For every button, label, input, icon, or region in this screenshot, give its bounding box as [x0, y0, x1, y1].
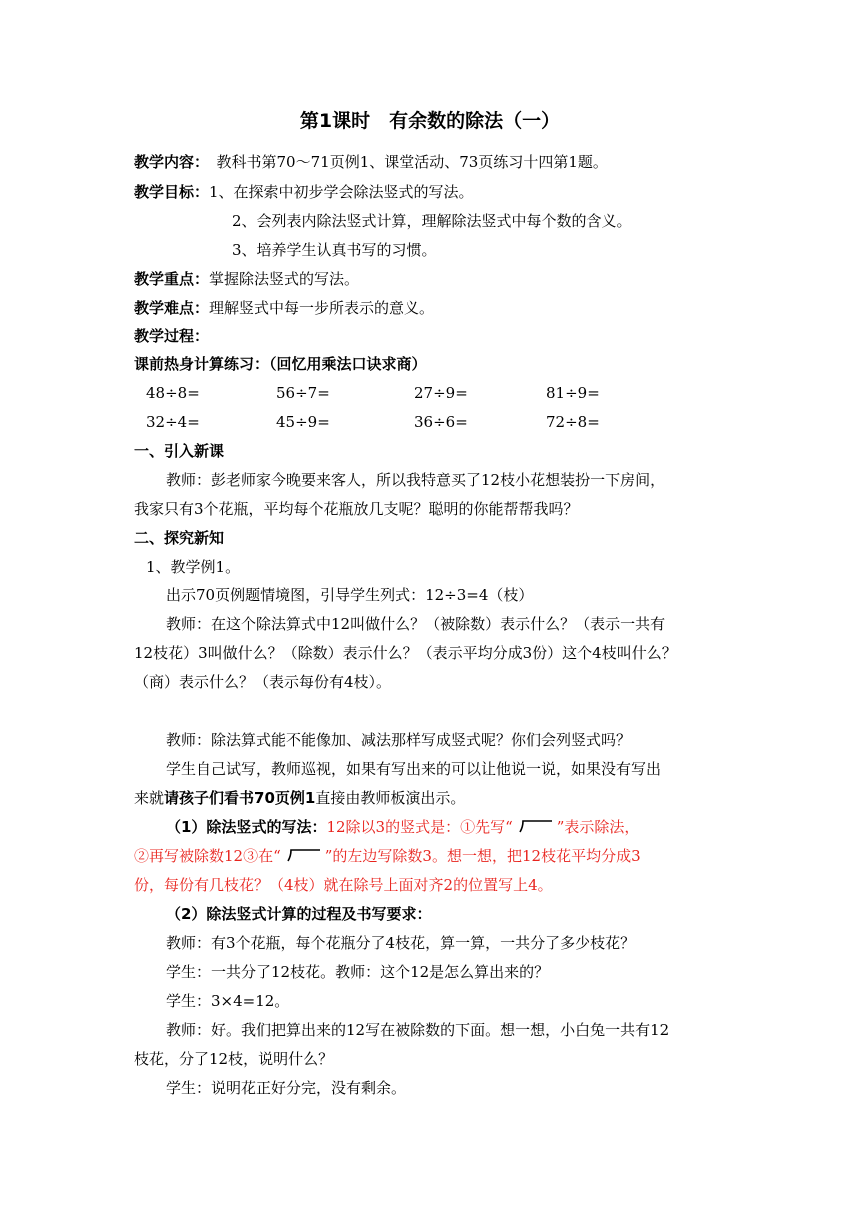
division-bracket-icon: [517, 821, 553, 832]
section2-heading: 二、探究新知: [134, 529, 225, 547]
emphasis-text: 请孩子们看书70页例1: [164, 789, 316, 807]
red-text: ”表示除法，: [556, 818, 640, 836]
point-1-line: [166, 817, 639, 837]
text-fragment: 来就: [134, 789, 165, 807]
division-bracket-icon: [285, 850, 321, 861]
point-1-line-3: 份，每份有几枝花？（4枝）就在除号上面对齐2的位置写上4。: [134, 876, 553, 894]
warmup-cell: 27÷9=: [414, 384, 468, 402]
key-point-text: 掌握除法竖式的写法。: [209, 270, 360, 288]
text-line: 教师：在这个除法算式中12叫做什么？（被除数）表示什么？（表示一共有: [166, 615, 666, 633]
text-fragment: 直接由教师板演出示。: [315, 789, 466, 807]
page-title: 第1课时 有余数的除法（一）: [299, 110, 561, 132]
red-text: ”的左边写除数3。想一想，把12枝花平均分成3: [324, 847, 641, 865]
point-1-line-2: [134, 846, 641, 866]
warmup-heading: 课前热身计算练习：（回忆用乘法口诀求商）: [134, 355, 427, 373]
example-subheading: 1、教学例1。: [146, 558, 241, 576]
teaching-content-text: 教科书第70～71页例1、课堂活动、73页练习十四第1题。: [201, 153, 608, 171]
dialogue-line: 学生：一共分了12枝花。教师：这个12是怎么算出来的？: [166, 963, 550, 981]
point-2-label: （2）除法竖式计算的过程及书写要求：: [166, 905, 432, 923]
warmup-cell: 32÷4=: [146, 413, 200, 431]
text-line: 12枝花）3叫做什么？（除数）表示什么？（表示平均分成3份）这个4枝叫什么？: [134, 644, 677, 662]
difficulty: [134, 298, 434, 318]
section1-heading: 一、引入新课: [134, 442, 225, 460]
teaching-content-label: 教学内容：: [134, 153, 202, 171]
warmup-cell: 81÷9=: [546, 384, 600, 402]
dialogue-line: 教师：好。我们把算出来的12写在被除数的下面。想一想，小白兔一共有12: [166, 1021, 670, 1039]
teaching-content: [134, 152, 608, 172]
text-line: （商）表示什么？（表示每份有4枝）。: [134, 673, 392, 691]
red-text: ②再写被除数12③在“: [134, 847, 281, 865]
key-point-label: 教学重点：: [134, 270, 210, 288]
warmup-cell: 56÷7=: [276, 384, 330, 402]
warmup-cell: 72÷8=: [546, 413, 600, 431]
text-line: 学生自己试写，教师巡视，如果有写出来的可以让他说一说，如果没有写出: [166, 760, 662, 778]
section1-para-1: 教师：彭老师家今晚要来客人，所以我特意买了12枝小花想装扮一下房间，: [166, 471, 666, 489]
goal-item-2: 2、会列表内除法竖式计算，理解除法竖式中每个数的含义。: [232, 212, 632, 230]
key-point: [134, 269, 359, 289]
dialogue-line: 枝花，分了12枝，说明什么？: [134, 1050, 334, 1068]
text-line: 出示70页例题情境图，引导学生列式：12÷3=4（枝）: [166, 586, 534, 604]
warmup-cell: 48÷8=: [146, 384, 200, 402]
process-label: 教学过程：: [134, 327, 210, 345]
warmup-cell: 36÷6=: [414, 413, 468, 431]
teaching-goals-label: 教学目标：: [134, 183, 210, 201]
text-line: [134, 788, 465, 808]
goal-item-3: 3、培养学生认真书写的习惯。: [232, 241, 437, 259]
section1-para-2: 我家只有3个花瓶，平均每个花瓶放几支呢？聪明的你能帮帮我吗？: [134, 500, 579, 518]
difficulty-text: 理解竖式中每一步所表示的意义。: [209, 299, 435, 317]
warmup-cell: 45÷9=: [276, 413, 330, 431]
text-line: 教师：除法算式能不能像加、减法那样写成竖式呢？你们会列竖式吗？: [166, 731, 632, 749]
goal-item-1: 1、在探索中初步学会除法竖式的写法。: [209, 183, 474, 201]
dialogue-line: 学生：说明花正好分完，没有剩余。: [166, 1079, 407, 1097]
dialogue-line: 教师：有3个花瓶，每个花瓶分了4枝花，算一算，一共分了多少枝花？: [166, 934, 636, 952]
point-1-label: （1）除法竖式的写法：: [166, 818, 327, 836]
dialogue-line: 学生：3×4=12。: [166, 992, 290, 1010]
difficulty-label: 教学难点：: [134, 299, 210, 317]
teaching-goals: [134, 182, 474, 202]
red-text: 12除以3的竖式是：①先写“: [326, 818, 513, 836]
